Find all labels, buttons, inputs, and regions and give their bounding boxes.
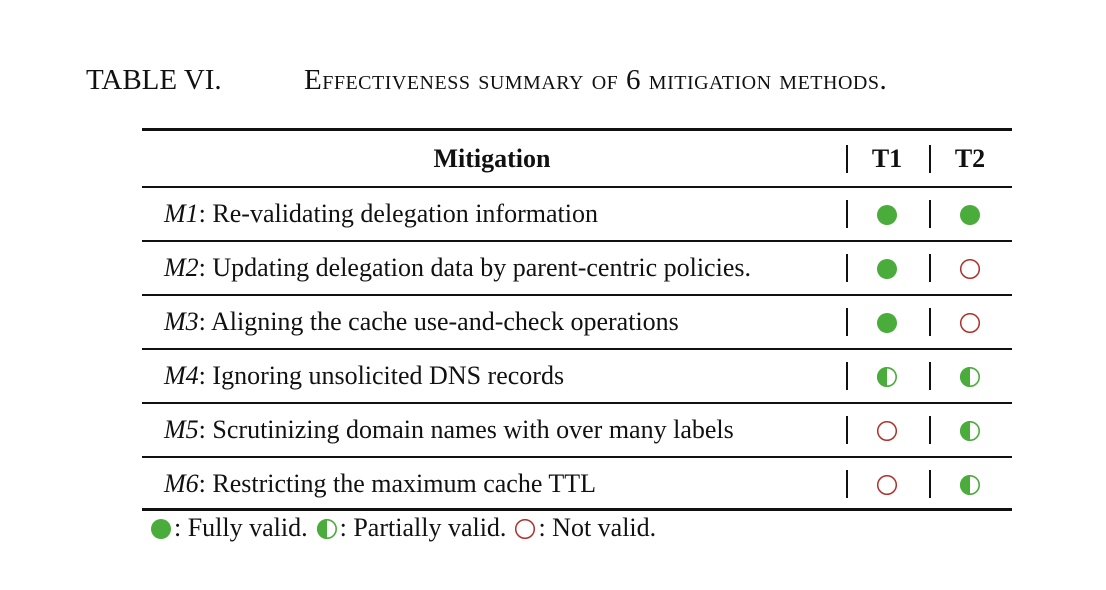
table-caption-title: Effectiveness summary of 6 mitigation methods. [304,64,888,96]
mitigation-id: M6 [164,469,199,498]
mitigation-id: M4 [164,361,199,390]
mitigation-id: M1 [164,199,199,228]
t1-cell [857,296,917,348]
full-circle-icon [876,311,898,333]
column-divider [929,308,931,336]
empty-circle-icon [876,419,898,441]
full-circle-icon [876,203,898,225]
mitigation-text: Restricting the maximum cache TTL [205,469,597,498]
legend-partial-label: : Partially valid. [339,513,507,542]
column-divider [846,308,848,336]
mitigation-text: Scrutinizing domain names with over many labels [205,415,734,444]
t1-cell [857,242,917,294]
mitigation-sep: : [198,361,206,390]
half-circle-icon [316,517,338,539]
table-row [142,242,1012,294]
column-divider [929,362,931,390]
table-caption-label: TABLE VI. [86,64,222,96]
table-row [142,350,1012,402]
t1-cell [857,350,917,402]
mitigation-cell [164,188,598,240]
mitigation-text: Updating delegation data by parent-centric policies. [205,253,751,282]
table-row [142,404,1012,456]
half-circle-icon [959,473,981,495]
column-divider [929,254,931,282]
t1-cell [857,458,917,510]
mitigation-cell [164,458,596,510]
column-divider [846,362,848,390]
table-body [142,186,1012,510]
column-divider [929,470,931,498]
column-divider [846,145,848,173]
header-t1: T1 [871,143,903,173]
t2-cell [940,296,1000,348]
mitigation-cell [164,242,751,294]
mitigation-text: Re-validating delegation information [205,199,598,228]
mitigation-text: Aligning the cache use-and-check operations [205,307,679,336]
column-divider [846,200,848,228]
empty-circle-icon [514,517,536,539]
table-row [142,188,1012,240]
mitigation-sep: : [198,307,206,336]
mitigation-cell [164,404,734,456]
mitigation-sep: : [198,469,206,498]
legend-none-label: : Not valid. [538,513,657,542]
mitigation-table [142,128,1012,511]
full-circle-icon [876,257,898,279]
column-divider [846,416,848,444]
column-divider [929,200,931,228]
half-circle-icon [876,365,898,387]
column-divider [846,254,848,282]
empty-circle-icon [959,257,981,279]
mitigation-cell [164,350,564,402]
header-mitigation: Mitigation [433,143,551,173]
legend [150,513,664,543]
mitigation-sep: : [198,199,206,228]
t2-cell [940,458,1000,510]
legend-full-label: : Fully valid. [174,513,308,542]
t2-cell [940,242,1000,294]
t2-cell [940,188,1000,240]
column-divider [846,470,848,498]
empty-circle-icon [876,473,898,495]
table-row [142,458,1012,510]
mitigation-text: Ignoring unsolicited DNS records [205,361,565,390]
half-circle-icon [959,365,981,387]
mitigation-cell [164,296,679,348]
full-circle-icon [959,203,981,225]
table-header-row [142,131,1012,186]
mitigation-sep: : [198,415,206,444]
t2-cell [940,404,1000,456]
empty-circle-icon [959,311,981,333]
full-circle-icon [150,517,172,539]
t2-cell [940,350,1000,402]
column-divider [929,145,931,173]
mitigation-id: M3 [164,307,199,336]
column-divider [929,416,931,444]
table-row [142,296,1012,348]
header-t2: T2 [954,143,986,173]
mitigation-id: M5 [164,415,199,444]
mitigation-sep: : [198,253,206,282]
t1-cell [857,188,917,240]
mitigation-id: M2 [164,253,199,282]
table-caption [86,64,887,97]
half-circle-icon [959,419,981,441]
t1-cell [857,404,917,456]
